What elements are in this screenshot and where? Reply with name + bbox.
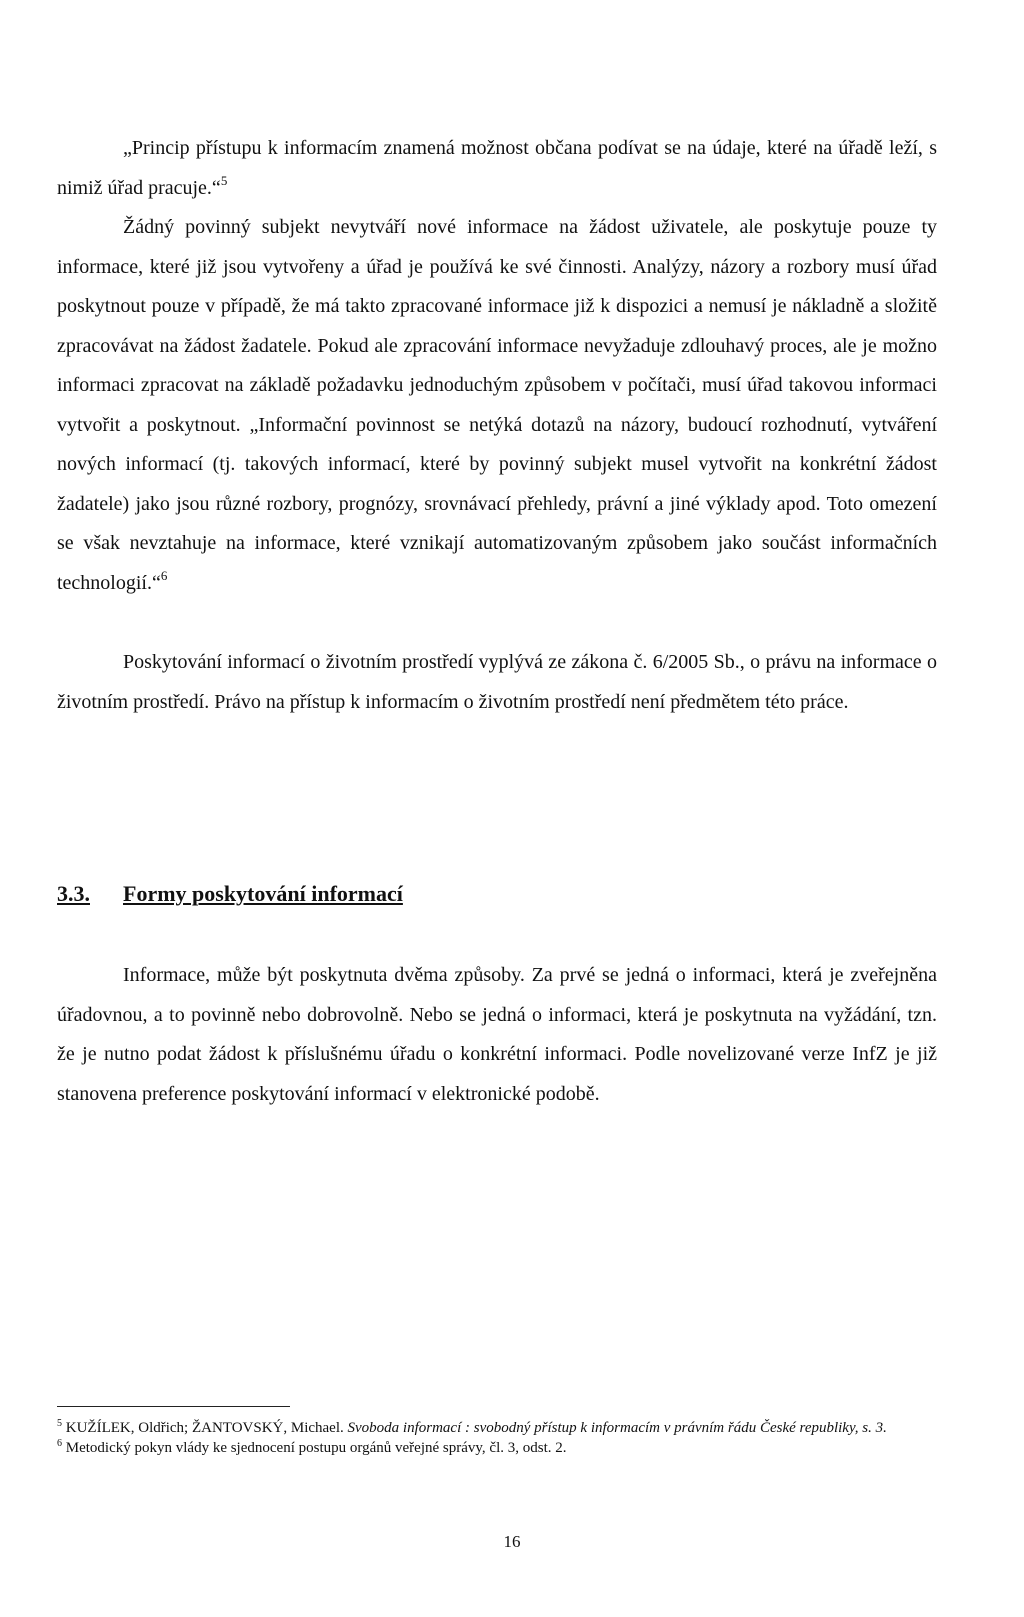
paragraph-forms-of-provision: [57, 956, 937, 1114]
footnote-mark: 5: [57, 1418, 62, 1429]
footnote-ref: 6: [160, 567, 168, 583]
footnote-item: [57, 1418, 937, 1438]
section-number: 3.3.: [57, 881, 90, 906]
paragraph-quote-principle: [57, 129, 937, 208]
page-number: 16: [503, 1532, 521, 1551]
paragraph-text: „Princip přístupu k informacím znamená možnost občana podívat se na údaje, které na úřadě leží, s nimiž úřad pracuje.“: [57, 137, 937, 199]
paragraph-obligated-subjects: [57, 208, 937, 603]
footnote-author: KUŽÍLEK, Oldřich; ŽANTOVSKÝ, Michael.: [65, 1420, 348, 1436]
paragraph-text: Poskytování informací o životním prostředí vyplývá ze zákona č. 6/2005 Sb., o právu na informace o životním prostředí. Právo na přístup k informacím o životním prostředí není předmětem této práce.: [57, 651, 937, 713]
footnote-title: Svoboda informací : svobodný přístup k informacím v právním řádu České republiky, s. 3.: [347, 1420, 887, 1436]
section-title: Formy poskytování informací: [123, 881, 403, 906]
footnote-ref: 5: [220, 172, 228, 188]
footnote-divider: [57, 1406, 290, 1407]
paragraph-text: Žádný povinný subjekt nevytváří nové informace na žádost uživatele, ale poskytuje pouze ty informace, které již jsou vytvořeny a úřad je používá ke své činnosti. Analýzy, názory a rozbory musí úřad poskytnout pouze v případě, že má takto zpracované informace již k dispozici a nemusí je nákladně a složitě zpracovávat na žádost žadatele. Pokud ale zpracování informace nevyžaduje zdlouhavý proces, ale je možno informaci zpracovat na základě požadavku jednoduchým způsobem v počítači, musí úřad takovou informaci vytvořit a poskytnout. „Informační povinnost se netýká dotazů na názory, budoucí rozhodnutí, vytváření nových informací (tj. takových informací, které by povinný subjekt musel vytvořit na konkrétní žádost žadatele) jako jsou různé rozbory, prognózy, srovnávací přehledy, právní a jiné výklady apod. Toto omezení se však nevztahuje na informace, které vznikají automatizovaným způsobem jako součást informačních technologií.“: [57, 216, 937, 594]
footnotes: [57, 1418, 937, 1458]
footnote-mark: 6: [57, 1438, 62, 1449]
footnote-item: [57, 1438, 937, 1458]
paragraph-text: Informace, může být poskytnuta dvěma způsoby. Za prvé se jedná o informaci, která je zveřejněna úřadovnou, a to povinně nebo dobrovolně. Nebo se jedná o informaci, která je poskytnuta na vyžádání, tzn. že je nutno podat žádost k příslušnému úřadu o konkrétní informaci. Podle novelizované verze InfZ je již stanovena preference poskytování informací v elektronické podobě.: [57, 964, 937, 1105]
paragraph-environment-info: [57, 643, 937, 722]
section-heading: [57, 881, 403, 907]
footnote-text: Metodický pokyn vlády ke sjednocení postupu orgánů veřejné správy, čl. 3, odst. 2.: [65, 1440, 567, 1456]
